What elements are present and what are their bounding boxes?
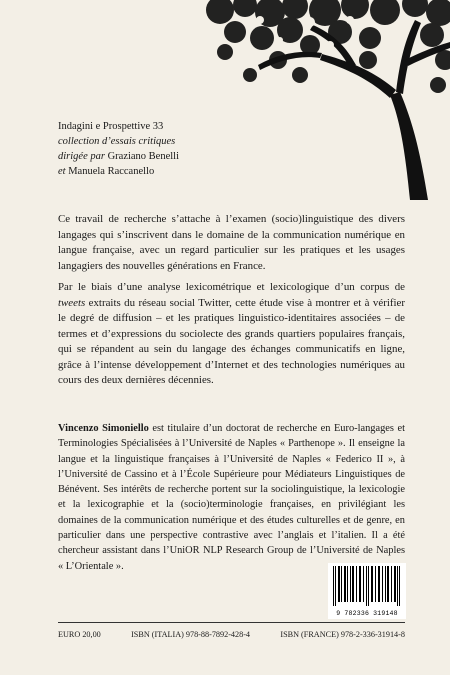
paragraph-text: Par le biais d’une analyse lexicométrique et lexicologique d’un corpus de: [58, 281, 405, 293]
barcode-digits: 9 782336 319148: [336, 610, 398, 617]
isbn-italia: ISBN (ITALIA) 978-88-7892-428-4: [131, 630, 251, 639]
editor-name: Manuela Raccanello: [68, 166, 155, 177]
barcode-icon: [331, 566, 403, 606]
directed-by-label: dirigée par: [58, 151, 105, 162]
series-collection: collection d’essais critiques: [58, 136, 176, 147]
footer: [58, 630, 405, 639]
editor-name: Graziano Benelli: [107, 151, 180, 162]
description-paragraph: [58, 280, 405, 389]
isbn-france: ISBN (FRANCE) 978-2-336-31914-8: [280, 630, 405, 639]
price: EURO 20,00: [58, 630, 101, 639]
conjunction: et: [58, 166, 66, 177]
tree-icon: [200, 0, 450, 200]
paragraph-text: extraits du réseau social Twitter, cette étude vise à montrer et à vérifier le degré de diffusion – et les pratiques linguistico-identitaires associées – de termes et d’expressions du sociolecte des grands quartiers populaires français, qui se répandent au sein du langage des échanges communicatifs en ligne, grâce à l’intense développement d’Internet et des technologies numériques au cours des deux dernières décennies.: [58, 296, 405, 386]
author-name: Vincenzo Simoniello: [58, 423, 149, 434]
book-description: [58, 212, 405, 395]
barcode: [328, 563, 406, 619]
author-bio: [58, 421, 405, 574]
tree-illustration: [200, 0, 450, 200]
series-info: [58, 119, 179, 179]
footer-divider: [58, 622, 405, 623]
emphasis-text: tweets: [58, 296, 86, 309]
author-bio-text: est titulaire d’un doctorat de recherche en Euro-langages et Terminologies Spécialisées à l’Université de Naples « Parthenope ». Il enseigne la langue et la linguistique françaises à l’Université de Naples « Federico II », à l’Université de Cassino et à l’École Supérieure pour Médiateurs Linguistiques de Bénévent. Ses intérêts de recherche portent sur la sociolinguistique, la lexicologie et la lexicographie et la (socio)terminologie françaises, en privilégiant les domaines de la communication numérique et des études culturelles et de genre, en particulier dans une perspective contrastive avec l’anglais et l’italien. Il a été chercheur assistant dans l’UniOR NLP Research Group de l’Université de Naples « L’Orientale ».: [58, 423, 405, 572]
description-paragraph: Ce travail de recherche s’attache à l’examen (socio)linguistique des divers langages qui s’inscrivent dans le domaine de la communication numérique en langue française, avec un regard particulier sur les pratiques et les usages langagiers des nouvelles générations en France.: [58, 213, 405, 272]
series-title: Indagini e Prospettive 33: [58, 121, 164, 132]
